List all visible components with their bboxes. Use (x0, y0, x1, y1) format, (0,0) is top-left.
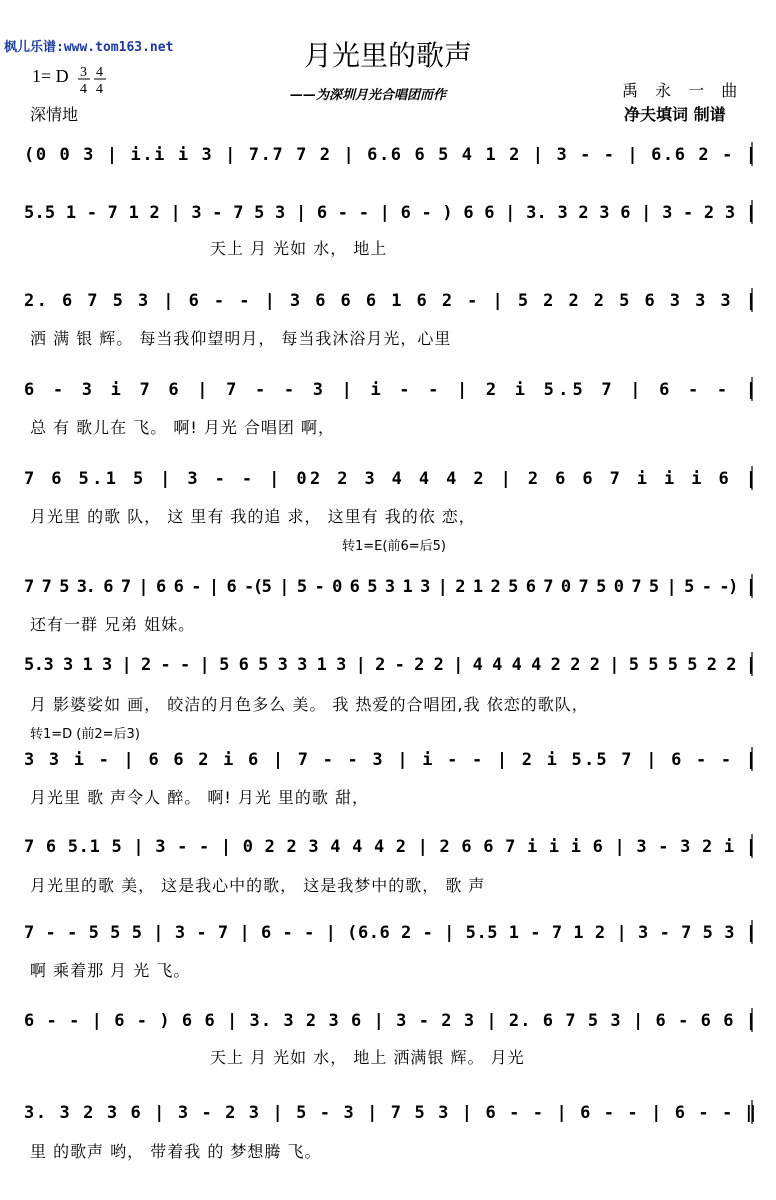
notation-line: 7 7 5 3. 6 7 | 6 6 - | 6 -(5 | 5 - 0 6 5 3 1 3 | 2 1 2 5 6 7 0 7 5 0 7 5 | 5 - -) | (24, 577, 756, 597)
notation-line: 7 6 5.1 5 | 3 - - | 02 2 3 4 4 4 2 | 2 6 6 7 i i i 6 | (24, 469, 756, 489)
notation-line: 5.5 1 - 7 1 2 | 3 - 7 5 3 | 6 - - | 6 - ) 6 6 | 3. 3 2 3 6 | 3 - 2 3 | (24, 203, 756, 223)
notation-line: (0 0 3 | i.i i 3 | 7.7 7 2 | 6.6 6 5 4 1 2 | 3 - - | 6.6 2 - | (24, 145, 757, 165)
notation-line: 6 - - | 6 - ) 6 6 | 3. 3 2 3 6 | 3 - 2 3 | 2. 6 7 5 3 | 6 - 6 6 | (24, 1011, 756, 1031)
lyric-line: 月光里 的歌 队， 这 里有 我的追 求， 这里有 我的依 恋， (30, 507, 476, 526)
notation-line: 3 3 i - | 6 6 2 i 6 | 7 - - 3 | i - - | 2 i 5.5 7 | 6 - - | (24, 750, 756, 770)
key-change-note: 转1=D (前2=后3) (30, 727, 140, 742)
meter-first-bottom: 4 (80, 82, 87, 96)
lyric-line: 洒 满 银 辉。 每当我仰望明月， 每当我沐浴月光，心里 (30, 329, 452, 348)
notation-line: 5.3 3 1 3 | 2 - - | 5 6 5 3 3 1 3 | 2 - 2 2 | 4 4 4 4 2 2 2 | 5 5 5 5 2 2 | (24, 655, 756, 675)
expression-marking: 深情地 (30, 105, 79, 124)
meter-first-top: 3 (80, 65, 87, 80)
notation-line: 3. 3 2 3 6 | 3 - 2 3 | 5 - 3 | 7 5 3 | 6 - - | 6 - - | 6 - - ‖ (24, 1103, 757, 1123)
notation-line: 7 6 5.1 5 | 3 - - | 0 2 2 3 4 4 4 2 | 2 6 6 7 i i i 6 | 3 - 3 2 i | (24, 837, 757, 857)
lyricist-credit: 净夫填词 制谱 (624, 105, 726, 124)
lyric-line: 月 影婆娑如 画， 皎洁的月色多么 美。 我 热爱的合唱团,我 依恋的歌队， (30, 695, 589, 714)
notation-line: 6 - 3 i 7 6 | 7 - - 3 | i - - | 2 i 5.5 7 | 6 - - | (24, 380, 756, 400)
meter-second-bottom: 4 (96, 82, 103, 96)
notation-line: 7 - - 5 5 5 | 3 - 7 | 6 - - | (6.6 2 - | 5.5 1 - 7 1 2 | 3 - 7 5 3 | (24, 923, 756, 943)
key-change-note: 转1=E(前6=后5) (342, 539, 446, 554)
lyric-line: 月光里 歌 声令人 醉。 啊! 月光 里的歌 甜， (30, 788, 370, 807)
lyric-line: 月光里的歌 美， 这是我心中的歌， 这是我梦中的歌， 歌 声 (30, 876, 486, 895)
lyric-line: 还有一群 兄弟 姐妹。 (30, 615, 196, 634)
key-signature: 1= D (32, 66, 69, 86)
site-watermark: 枫儿乐谱:www.tom163.net (4, 40, 174, 55)
lyric-line: 啊 乘着那 月 光 飞。 (30, 961, 191, 980)
lyric-line: 里 的歌声 哟， 带着我 的 梦想腾 飞。 (30, 1142, 322, 1161)
meter-second-top: 4 (96, 65, 103, 80)
lyric-line: 总 有 歌儿在 飞。 啊! 月光 合唱团 啊， (30, 418, 336, 437)
song-subtitle: ——为深圳月光合唱团而作 (290, 88, 447, 103)
lyric-line: 天上 月 光如 水， 地上 洒满银 辉。 月光 (210, 1048, 525, 1067)
lyric-line: 天上 月 光如 水， 地上 (210, 239, 388, 258)
composer-credit: 禹 永 一 曲 (622, 81, 744, 100)
notation-line: 2. 6 7 5 3 | 6 - - | 3 6 6 6 1 6 2 - | 5 2 2 2 5 6 3 3 3 | (24, 291, 756, 311)
song-title: 月光里的歌声 (303, 39, 472, 72)
